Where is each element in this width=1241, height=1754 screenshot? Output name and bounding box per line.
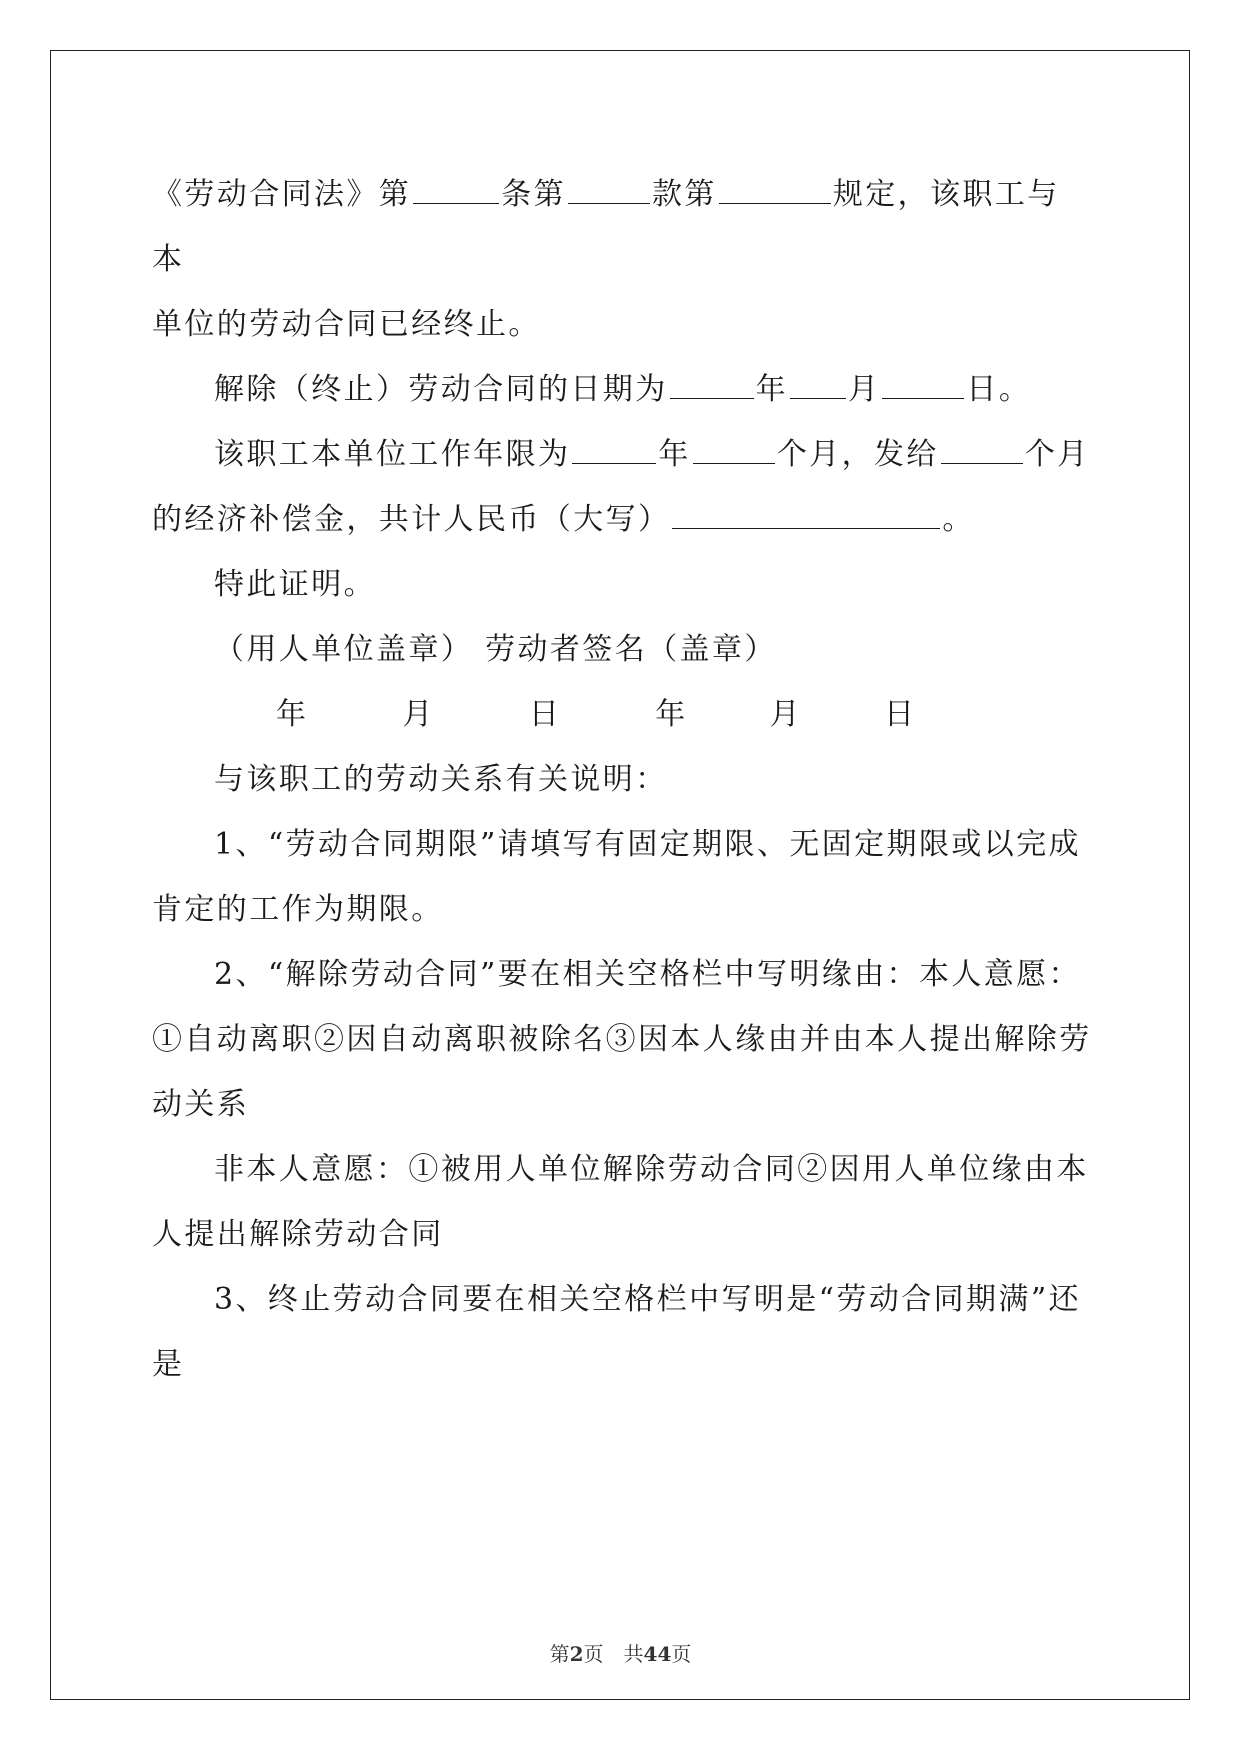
text-segment: 款第 — [652, 177, 717, 212]
text-segment: 单位的劳动合同已经终止。 — [152, 307, 541, 342]
blank-section[interactable] — [568, 175, 650, 204]
blank-amount-uppercase[interactable] — [672, 500, 940, 529]
date-month-label: 月 — [402, 697, 435, 732]
text-segment: 年 — [755, 372, 789, 407]
text-segment: 条第 — [501, 177, 567, 212]
current-page-number: 2 — [569, 1642, 584, 1666]
blank-article[interactable] — [413, 175, 499, 204]
paragraph-note-1: 1、“劳动合同期限”请填写有固定期限、无固定期限或以完成肯定的工作为期限。 — [152, 827, 1081, 927]
text-segment: 该职工本单位工作年限为 — [214, 437, 571, 472]
text-segment: 日。 — [966, 372, 1032, 407]
text-segment: 月 — [848, 372, 881, 407]
text-segment: 解除（终止）劳动合同的日期为 — [214, 372, 668, 407]
paragraph-clause-reference — [152, 162, 1092, 357]
text-segment: 个月 — [1024, 437, 1090, 472]
blank-years-worked[interactable] — [572, 435, 656, 464]
total-page-count: 44 — [643, 1642, 672, 1666]
text-segment: 。 — [942, 502, 975, 537]
date-day-label: 日 — [884, 697, 917, 732]
text-segment: 《劳动合同法》第 — [152, 177, 412, 212]
date-day-label: 日 — [528, 697, 562, 732]
blank-months-worked[interactable] — [693, 435, 775, 464]
blank-item[interactable] — [719, 175, 831, 204]
text-segment: 个月，发给 — [776, 437, 939, 472]
date-year-label: 年 — [655, 697, 688, 732]
footer-text: 页 共 — [583, 1642, 644, 1666]
text-segment: 的经济补偿金，共计人民币（大写） — [152, 502, 671, 537]
paragraph-signature-dates — [152, 682, 1092, 747]
date-year-label: 年 — [276, 697, 309, 732]
paragraph-certification: 特此证明。 — [214, 567, 376, 602]
blank-year[interactable] — [670, 370, 754, 399]
paragraph-signatures: （用人单位盖章） 劳动者签名（盖章） — [214, 632, 777, 667]
date-month-label: 月 — [769, 697, 803, 732]
paragraph-note-2-involuntary: 非本人意愿：①被用人单位解除劳动合同②因用人单位缘由本人提出解除劳动合同 — [152, 1152, 1089, 1252]
paragraph-notes-heading: 与该职工的劳动关系有关说明： — [214, 762, 668, 797]
paragraph-note-3: 3、终止劳动合同要在相关空格栏中写明是“劳动合同期满”还是 — [152, 1282, 1081, 1382]
blank-day[interactable] — [882, 370, 964, 399]
footer-text: 第 — [549, 1642, 570, 1666]
page-footer — [0, 1638, 1241, 1667]
text-segment: 年 — [658, 437, 691, 472]
blank-month[interactable] — [790, 370, 846, 399]
paragraph-compensation — [152, 422, 1092, 552]
document-body — [152, 162, 1092, 1397]
paragraph-note-2: 2、“解除劳动合同”要在相关空格栏中写明缘由：本人意愿：①自动离职②因自动离职被除名③因本人缘由并由本人提出解除劳动关系 — [152, 957, 1092, 1122]
blank-months-paid[interactable] — [941, 435, 1023, 464]
footer-text: 页 — [671, 1642, 692, 1666]
text-segment: 规定，该职工与本 — [152, 177, 1060, 277]
paragraph-termination-date — [152, 357, 1092, 422]
